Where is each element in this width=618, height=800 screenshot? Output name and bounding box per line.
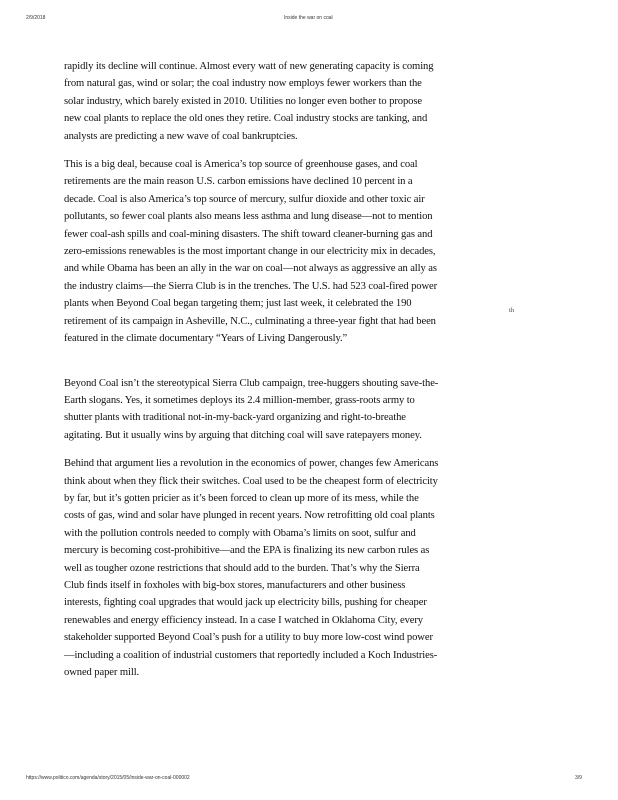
print-footer-url: https://www.politico.com/agenda/story/2015/05/inside-war-on-coal-000002: [26, 775, 190, 781]
article-paragraph-4: Behind that argument lies a revolution in the economics of power, changes few Americans think about when they flick their switches. Coal used to be the cheapest form of electricity by far, but it’s gotten pricier as it’s been forced to clean up more of its mess, while the costs of gas, wind and solar have plunged in recent years. Now retrofitting old coal plants with the pollution controls needed to comply with Obama’s limits on soot, sulfur and mercury is becoming cost-prohibitive—and the EPA is finalizing its new carbon rules as well as tougher ozone restrictions that should add to the burden. That’s why the Sierra Club finds itself in foxholes with big-box stores, manufacturers and other business interests, fighting coal upgrades that would jack up electricity bills, pushing for cheaper renewables and energy efficiency instead. In a case I watched in Oklahoma City, every stakeholder supported Beyond Coal’s push for a utility to buy more low-cost wind power—including a coalition of industrial customers that reportedly included a Koch Industries-owned paper mill.: [64, 458, 439, 678]
article-body: [64, 58, 440, 681]
article-paragraph-1: rapidly its decline will continue. Almost every watt of new generating capacity is coming from natural gas, wind or solar; the coal industry now employs fewer workers than the solar industry, which barely existed in 2010. Utilities no longer even bother to propose new coal plants to replace the old ones they retire. Coal industry stocks are tanking, and analysts are predicting a new wave of coal bankruptcies.: [64, 61, 434, 142]
print-footer-page-number: 3/9: [575, 775, 582, 781]
margin-superscript-mark: th: [509, 307, 515, 314]
print-header-date: 2/9/2018: [26, 15, 46, 21]
print-header-title: Inside the war on coal: [284, 15, 333, 21]
article-paragraph-3: Beyond Coal isn’t the stereotypical Sierra Club campaign, tree-huggers shouting save-the-Earth slogans. Yes, it sometimes deploys its 2.4 million-member, grass-roots army to shutter plants with traditional not-in-my-back-yard organizing and right-to-breathe agitating. But it usually wins by arguing that ditching coal will save ratepayers money.: [64, 377, 439, 441]
article-paragraph-2: This is a big deal, because coal is America’s top source of greenhouse gases, and coal retirements are the main reason U.S. carbon emissions have declined 10 percent in a decade. Coal is also America’s top source of mercury, sulfur dioxide and other toxic air pollutants, so fewer coal plants also means less asthma and lung disease—not to mention fewer coal-ash spills and coal-mining disasters. The shift toward cleaner-burning gas and zero-emissions renewables is the most important change in our electricity mix in decades, and while Obama has been an ally in the war on coal—not always as aggressive an ally as the industry claims—the Sierra Club is in the trenches. The U.S. had 523 coal-fired power plants when Beyond Coal began targeting them; just last week, it celebrated the 190 retirement of its campaign in Asheville, N.C., culminating a three-year fight that had been featured in the climate documentary “Years of Living Dangerously.”: [64, 159, 438, 345]
